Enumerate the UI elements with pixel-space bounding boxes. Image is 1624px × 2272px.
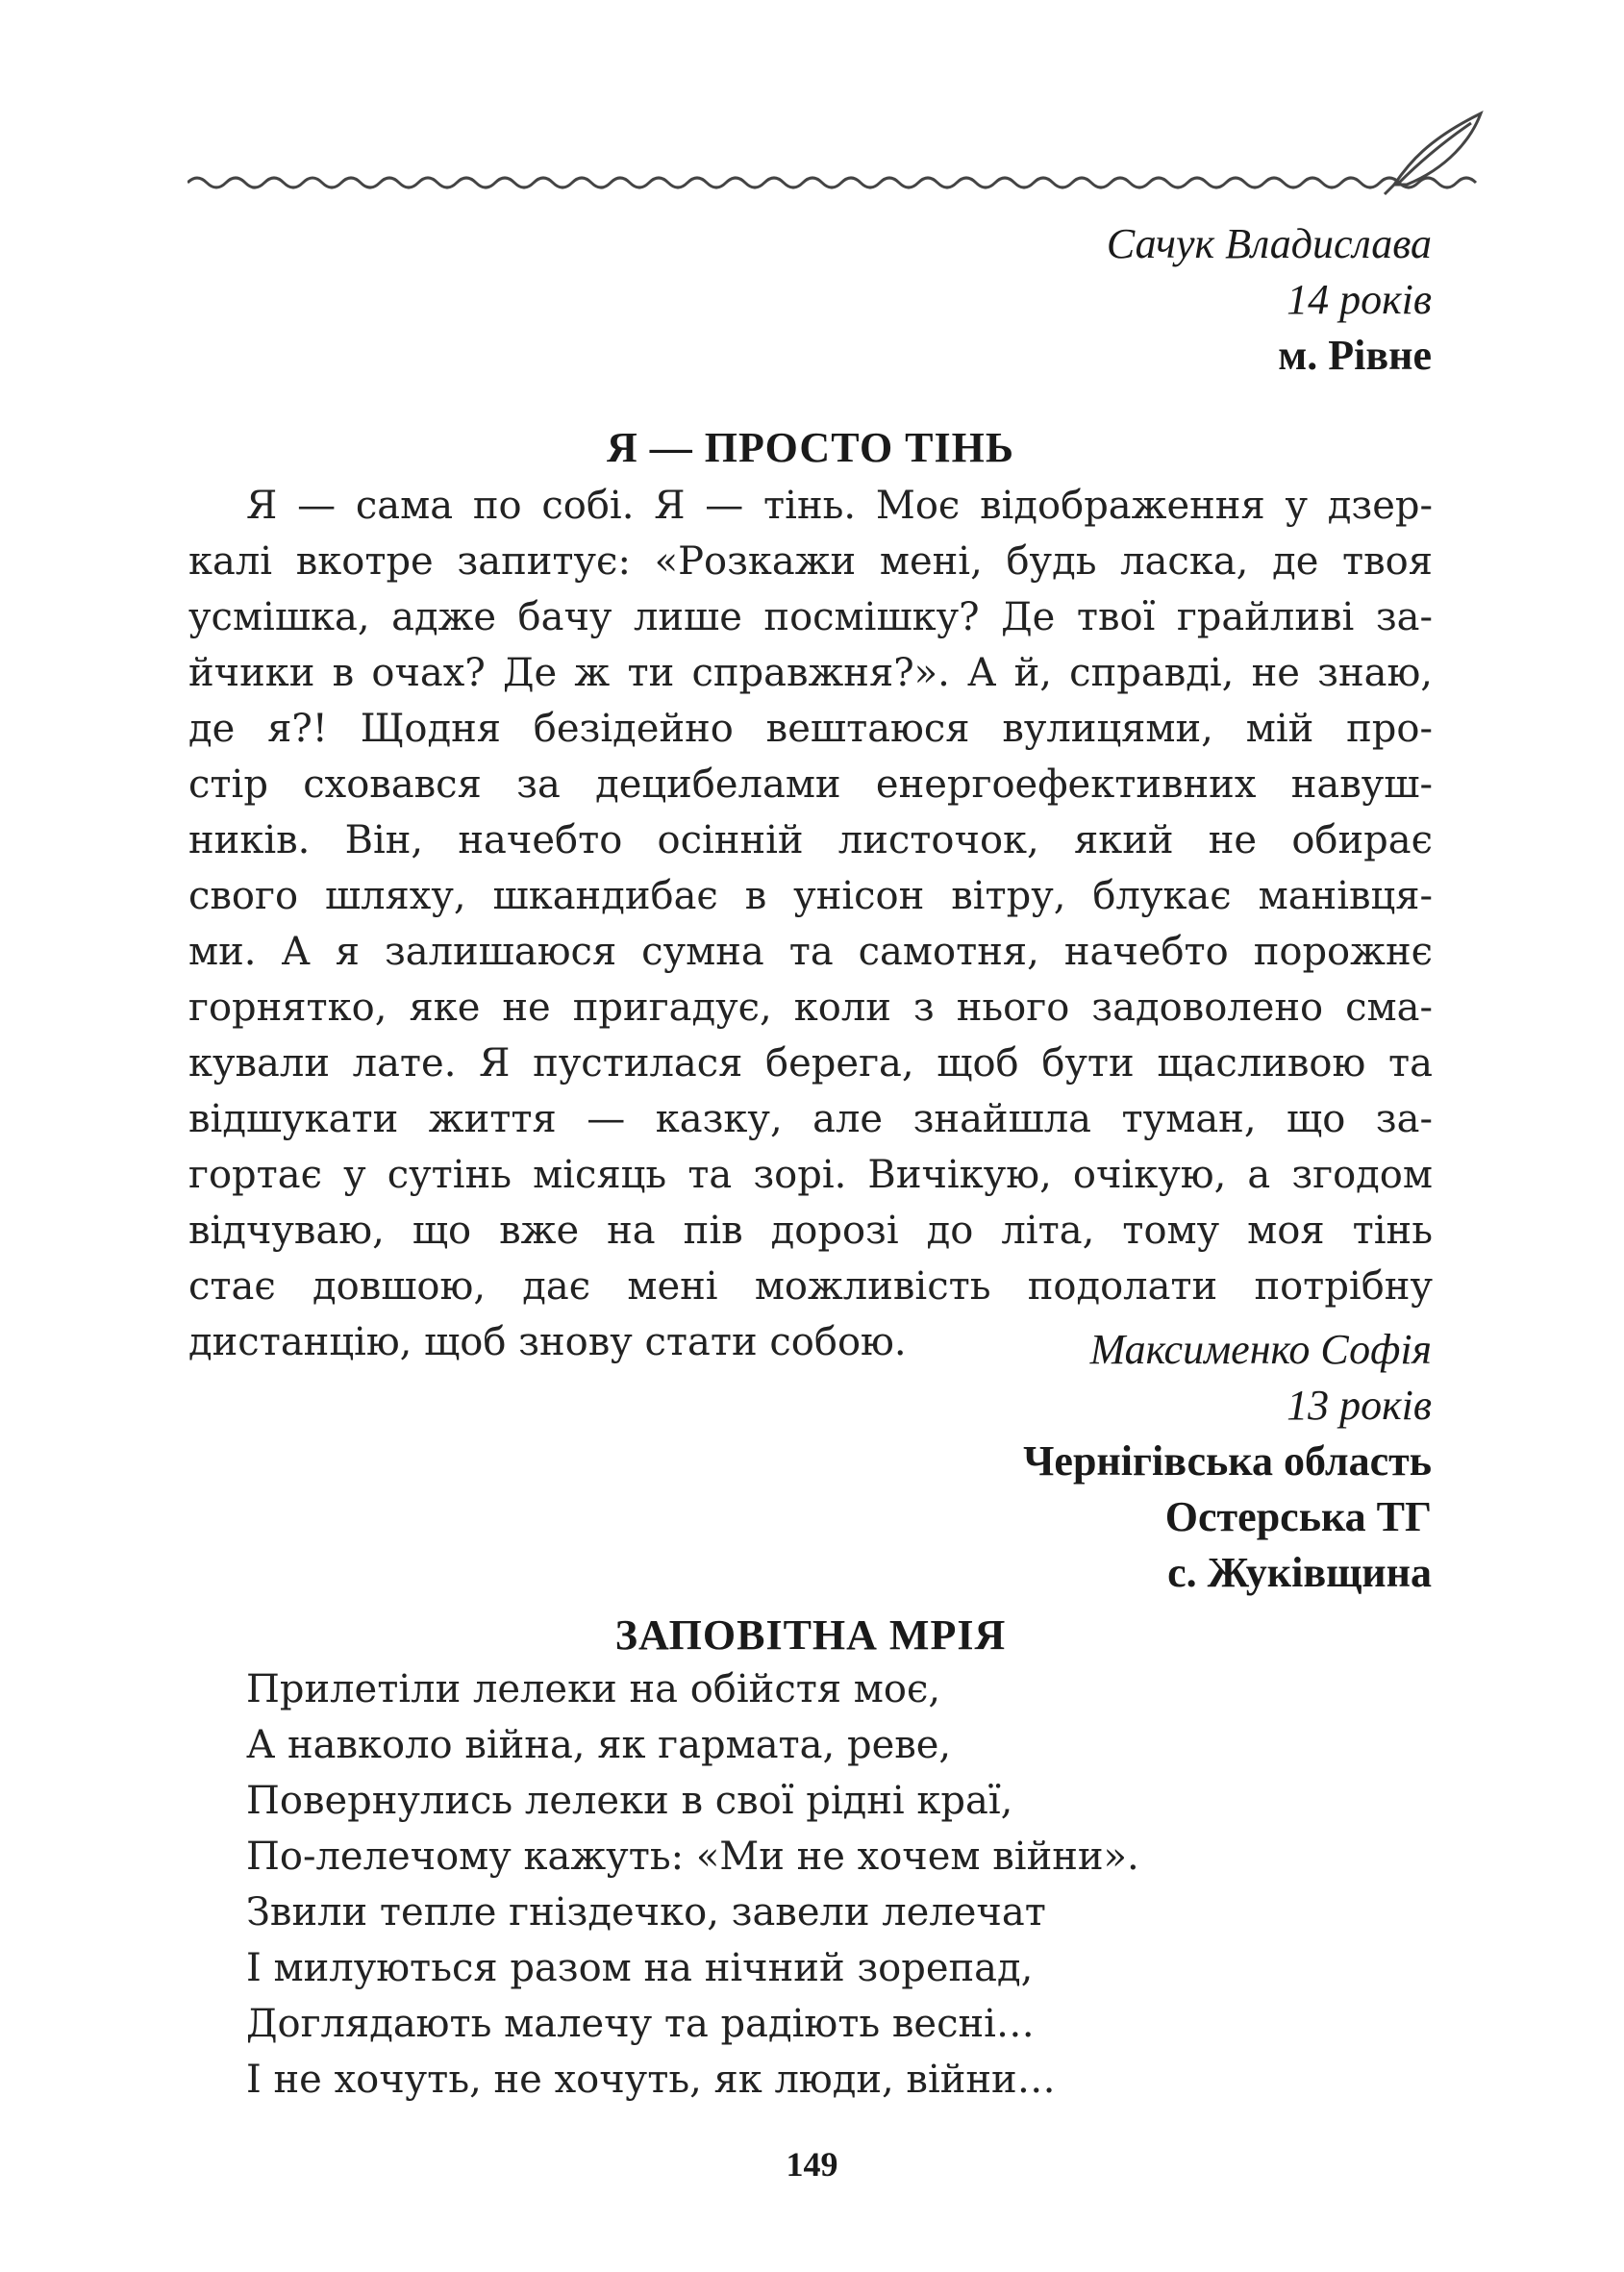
text-line: відшукати життя — казку, але знайшла туман, що за- [188,1097,1433,1141]
poem-line: Доглядають малечу та радіють весні… [246,2002,1035,2046]
text-line: кували лате. Я пустилася берега, щоб бути щасливою та [188,1041,1433,1086]
text-line: усмішка, адже бачу лише посмішку? Де твої грайливі за- [188,595,1433,639]
poem-line: Повернулись лелеки в свої рідні краї, [246,1779,1013,1823]
author-community: Остерська ТГ [1164,1493,1432,1540]
entry-title-2: ЗАПОВІТНА МРІЯ [614,1611,1007,1659]
text-line: Я — сама по собі. Я — тінь. Моє відображення у дзер- [246,484,1433,528]
text-line: де я?! Щодня безідейно вештаюся вулицями, мій про- [188,707,1433,751]
poem-line: І не хочуть, не хочуть, як люди, війни… [246,2058,1056,2102]
text-line: горнятко, яке не пригадує, коли з нього задоволено сма- [188,986,1433,1030]
poem-line: По-лелечому кажуть: «Ми не хочем війни». [246,1835,1139,1879]
text-line: ми. А я залишаюся сумна та самотня, начебто порожнє [188,930,1433,974]
author-age: 14 років [1287,276,1432,323]
page-number: 149 [786,2145,838,2184]
poem-line: А навколо війна, як гармата, реве, [246,1723,952,1767]
poem-line: Прилетіли лелеки на обійстя моє, [246,1667,941,1711]
author-name: Сачук Владислава [1106,220,1432,267]
text-line: відчуваю, що вже на пів дорозі до літа, тому моя тінь [188,1209,1433,1253]
quill-icon [1385,113,1481,194]
text-line: гортає у сутінь місяць та зорі. Вичікую, очікую, а згодом [188,1153,1433,1197]
text-line: ників. Він, начебто осінній листочок, який не обирає [188,818,1433,862]
author-block-2 [1023,1322,1432,1601]
author-name: Максименко Софія [1089,1326,1432,1373]
poem-line: Звили тепле гніздечко, завели лелечат [246,1890,1046,1935]
prose-text [188,478,1433,1370]
wavy-divider-quill-icon [187,106,1495,202]
author-village: с. Жуківщина [1167,1549,1432,1596]
author-place: м. Рівне [1278,332,1432,379]
entry-title-1: Я — ПРОСТО ТІНЬ [607,424,1014,471]
text-line: калі вкотре запитує: «Розкажи мені, будь ласка, де твоя [188,539,1433,584]
author-region: Чернігівська область [1023,1437,1432,1485]
poem-line: І милуються разом на нічний зорепад, [246,1946,1034,1990]
poem-text [246,1661,1139,2108]
text-line: дистанцію, щоб знову стати собою. [188,1320,907,1364]
author-block-1 [1107,216,1432,384]
text-line: стір сховався за децибелами енергоефективних навуш- [188,762,1433,807]
text-line: йчики в очах? Де ж ти справжня?». А й, справді, не знаю, [188,651,1433,695]
text-line: свого шляху, шкандибає в унісон вітру, блукає манівця- [188,874,1433,918]
author-age: 13 років [1287,1382,1432,1429]
text-line: стає довшою, дає мені можливість подолати потрібну [188,1264,1433,1309]
